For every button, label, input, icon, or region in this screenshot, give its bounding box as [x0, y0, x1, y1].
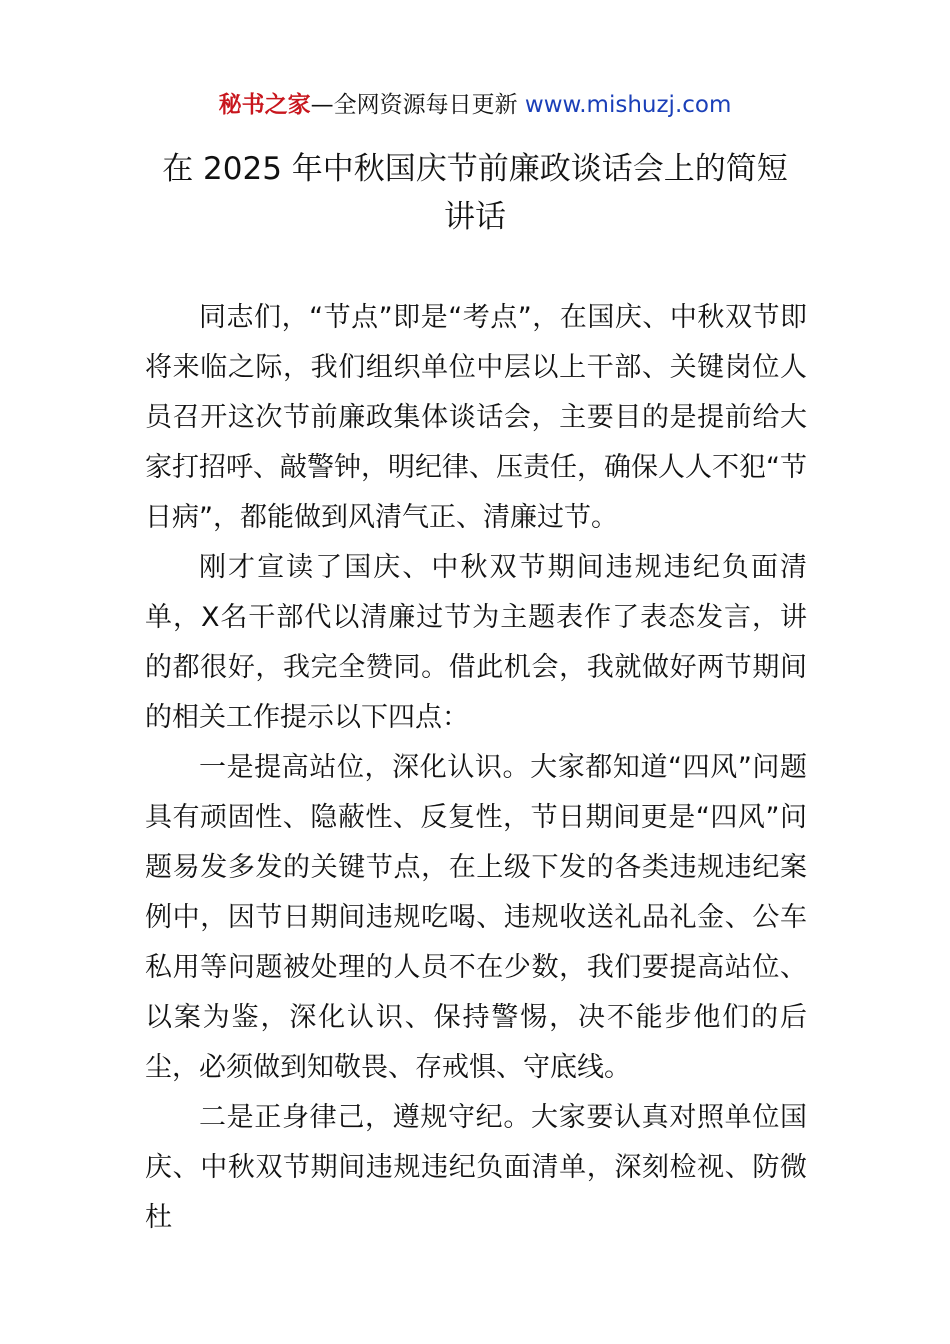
body-paragraph: 刚才宣读了国庆、中秋双节期间违规违纪负面清单，X名干部代以清廉过节为主题表作了表态发言，讲的都很好，我完全赞同。借此机会，我就做好两节期间的相关工作提示以下四点：	[145, 552, 807, 733]
body-paragraph: 同志们，“节点”即是“考点”，在国庆、中秋双节即将来临之际，我们组织单位中层以上干部、关键岗位人员召开这次节前廉政集体谈话会，主要目的是提前给大家打招呼、敲警钟，明纪律、压责任，确保人人不犯“节日病”，都能做到风清气正、清廉过节。	[145, 302, 807, 533]
body-paragraph: 一是提高站位，深化认识。大家都知道“四风”问题具有顽固性、隐蔽性、反复性，节日期间更是“四风”问题易发多发的关键节点，在上级下发的各类违规违纪案例中，因节日期间违规吃喝、违规收送礼品礼金、公车私用等问题被处理的人员不在少数，我们要提高站位、以案为鉴，深化认识、保持警惕，决不能步他们的后尘，必须做到知敬畏、存戒惧、守底线。	[145, 752, 807, 1083]
document-title-line-2: 讲话	[444, 199, 506, 235]
site-header-banner	[0, 88, 950, 122]
document-title-line-1: 在 2025 年中秋国庆节前廉政谈话会上的简短	[162, 151, 788, 187]
site-brand-name: 秘书之家	[218, 92, 311, 118]
body-paragraph: 二是正身律己，遵规守纪。大家要认真对照单位国庆、中秋双节期间违规违纪负面清单，深刻检视、防微杜	[145, 1102, 807, 1233]
site-url-link[interactable]: www.mishuzj.com	[524, 92, 732, 118]
document-title	[145, 145, 805, 241]
site-slogan: —全网资源每日更新	[310, 92, 518, 118]
document-body	[145, 293, 807, 1243]
